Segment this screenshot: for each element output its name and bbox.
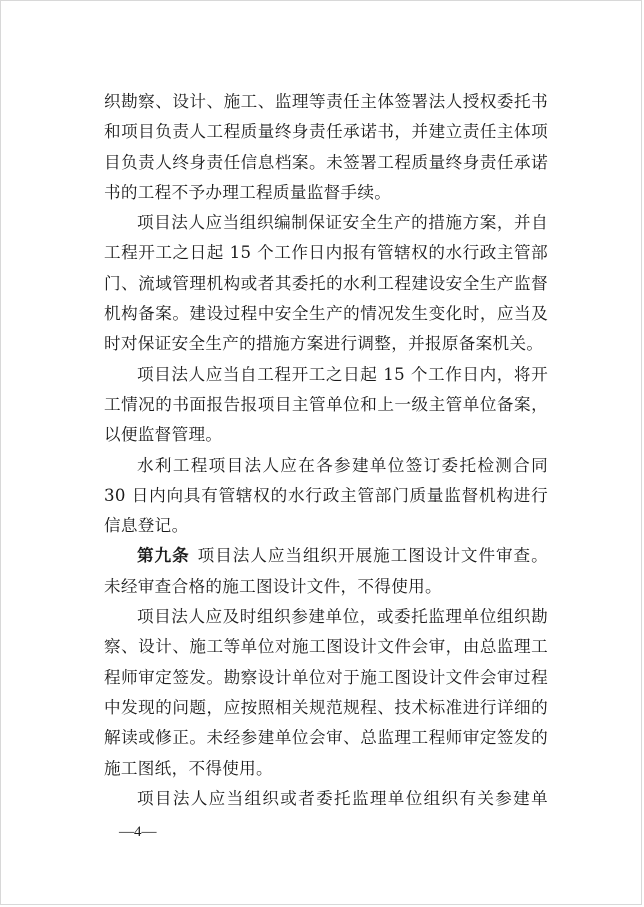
line-text: 目负责人终身责任信息档案。未签署工程质量终身责任承诺 [104,152,548,172]
text-line [104,238,548,268]
line-text: 中发现的问题，应按照相关规范规程、技术标准进行详细的 [104,697,548,717]
line-text: 信息登记。 [104,516,189,536]
text-line [104,663,548,693]
text-line [104,602,548,632]
text-line [104,360,548,390]
line-text: 30 日内向具有管辖权的水行政主管部门质量监督机构进行 [104,485,548,505]
line-text: 和项目负责人工程质量终身责任承诺书，并建立责任主体项 [104,122,548,142]
text-line [104,511,548,541]
text-line [104,784,548,814]
text-line [104,632,548,662]
text-line [104,572,548,602]
text-line [104,754,548,784]
line-text: 以便监督管理。 [104,425,223,445]
line-text: 水利工程项目法人应在各参建单位签订委托检测合同 [137,455,548,475]
line-text: 工情况的书面报告报项目主管单位和上一级主管单位备案， [104,394,548,414]
line-text: 解读或修正。未经参建单位会审、总监理工程师审定签发的 [104,728,548,748]
page-number: —4— [119,824,157,840]
line-text: 施工图纸，不得使用。 [104,758,273,778]
line-text: 工程开工之日起 15 个工作日内报有管辖权的水行政主管部 [104,243,548,263]
text-line [104,269,548,299]
line-text: 察、设计、施工等单位对施工图设计文件会审，由总监理工 [104,637,548,657]
text-line [104,390,548,420]
text-line [104,693,548,723]
line-text: 项目法人应当组织编制保证安全生产的措施方案，并自 [137,213,548,233]
text-line [104,87,548,117]
text-line [104,481,548,511]
line-text: 项目法人应当组织或者委托监理单位组织有关参建单 [137,788,548,808]
line-text: 织勘察、设计、施工、监理等责任主体签署法人授权委托书 [104,92,548,111]
text-line [104,420,548,450]
article-heading: 第九条 [137,546,190,566]
line-text: 程师审定签发。勘察设计单位对于施工图设计文件会审过程 [104,667,548,687]
text-line [104,329,548,359]
line-text: 机构备案。建设过程中安全生产的情况发生变化时，应当及 [104,304,548,324]
text-line [104,541,548,571]
line-text: 未经审查合格的施工图设计文件，不得使用。 [104,576,442,596]
text-line [104,178,548,208]
text-line [104,117,548,147]
body-text [104,87,548,814]
line-text: 项目法人应当自工程开工之日起 15 个工作日内，将开 [137,364,548,384]
line-text: 项目法人应及时组织参建单位，或委托监理单位组织勘 [137,607,548,627]
text-line [104,299,548,329]
line-text: 时对保证安全生产的措施方案进行调整，并报原备案机关。 [104,334,544,354]
text-line [104,148,548,178]
line-text: 项目法人应当组织开展施工图设计文件审查。 [197,546,548,566]
text-line [104,208,548,238]
line-text: 书的工程不予办理工程质量监督手续。 [104,182,392,202]
text-line [104,451,548,481]
text-line [104,723,548,753]
line-text: 门、流域管理机构或者其委托的水利工程建设安全生产监督 [104,273,548,293]
